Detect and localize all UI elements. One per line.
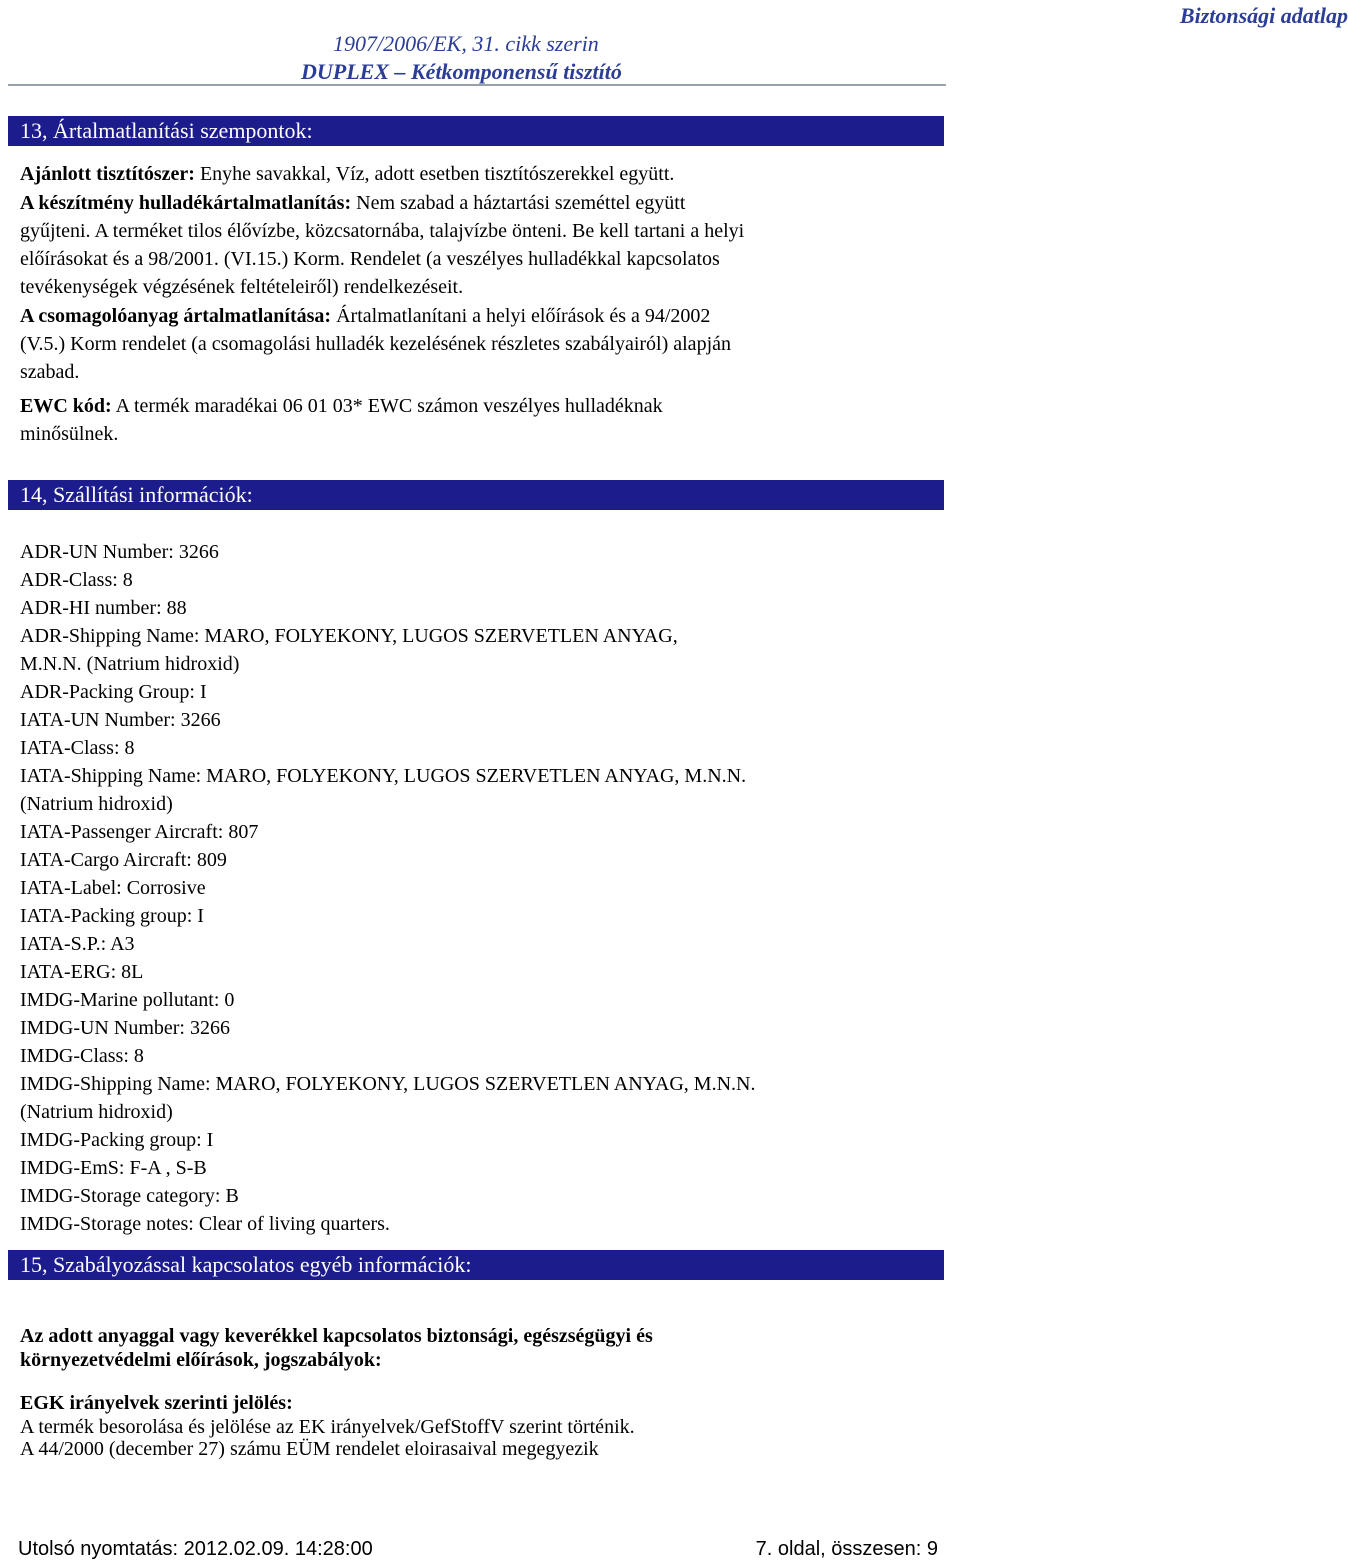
list-item: IATA-S.P.: A3	[20, 933, 135, 955]
s13-line-8: szabad.	[20, 361, 80, 383]
list-item: (Natrium hidroxid)	[20, 1101, 173, 1123]
list-item: IATA-Shipping Name: MARO, FOLYEKONY, LUGOS SZERVETLEN ANYAG, M.N.N.	[20, 765, 747, 787]
list-item: IATA-Label: Corrosive	[20, 877, 206, 899]
list-item: IATA-Cargo Aircraft: 809	[20, 849, 227, 871]
list-item: IATA-Packing group: I	[20, 905, 204, 927]
s15-ekg-label: EGK irányelvek szerinti jelölés:	[20, 1392, 293, 1414]
list-item: ADR-HI number: 88	[20, 597, 187, 619]
s13-line-5: tevékenységek végzésének feltételeiről) rendelkezéseit.	[20, 276, 464, 298]
list-item: IMDG-Storage notes: Clear of living quarters.	[20, 1213, 390, 1235]
s15-ekg-line-2: A 44/2000 (december 27) számu EÜM rendelet eloirasaival megegyezik	[20, 1438, 599, 1460]
section-14-heading: 14, Szállítási információk:	[8, 480, 944, 510]
list-item: IATA-Passenger Aircraft: 807	[20, 821, 259, 843]
footer-print-date: Utolsó nyomtatás: 2012.02.09. 14:28:00	[18, 1538, 373, 1560]
list-item: ADR-UN Number: 3266	[20, 541, 219, 563]
list-item: IMDG-EmS: F-A , S-B	[20, 1157, 207, 1179]
header-title: Biztonsági adatlap	[1179, 3, 1348, 28]
s13-line-3: gyűjteni. A terméket tilos élővízbe, közcsatornába, talajvízbe önteni. Be kell tartani a helyi	[20, 220, 745, 242]
list-item: ADR-Packing Group: I	[20, 681, 207, 703]
footer-page-number: 7. oldal, összesen: 9	[755, 1538, 938, 1560]
s13-line-6: A csomagolóanyag ártalmatlanítása: Ártalmatlanítani a helyi előírások és a 94/2002	[20, 305, 711, 327]
section-15-heading: 15, Szabályozással kapcsolatos egyéb információk:	[8, 1250, 944, 1280]
list-item: IMDG-Storage category: B	[20, 1185, 239, 1207]
s13-line-7: (V.5.) Korm rendelet (a csomagolási hulladék kezelésének részletes szabályairól) alapján	[20, 333, 731, 355]
s13-line-4: előírásokat és a 98/2001. (VI.15.) Korm. Rendelet (a veszélyes hulladékkal kapcsolatos	[20, 248, 720, 270]
s13-line-9: EWC kód: A termék maradékai 06 01 03* EWC számon veszélyes hulladéknak	[20, 395, 663, 417]
list-item: (Natrium hidroxid)	[20, 793, 173, 815]
s13-line-1: Ajánlott tisztítószer: Enyhe savakkal, Víz, adott esetben tisztítószerekkel együtt.	[20, 163, 675, 185]
list-item: IMDG-Marine pollutant: 0	[20, 989, 235, 1011]
list-item: IATA-Class: 8	[20, 737, 135, 759]
s15-subheading-2: környezetvédelmi előírások, jogszabályok:	[20, 1349, 382, 1371]
header-rule	[8, 84, 946, 86]
list-item: IMDG-Shipping Name: MARO, FOLYEKONY, LUGOS SZERVETLEN ANYAG, M.N.N.	[20, 1073, 756, 1095]
s15-subheading-1: Az adott anyaggal vagy keverékkel kapcsolatos biztonsági, egészségügyi és	[20, 1325, 653, 1347]
list-item: IMDG-Class: 8	[20, 1045, 144, 1067]
section-13-heading: 13, Ártalmatlanítási szempontok:	[8, 116, 944, 146]
header-product: DUPLEX – Kétkomponensű tisztító	[301, 59, 622, 84]
s13-line-10: minősülnek.	[20, 423, 119, 445]
list-item: ADR-Shipping Name: MARO, FOLYEKONY, LUGOS SZERVETLEN ANYAG,	[20, 625, 678, 647]
list-item: M.N.N. (Natrium hidroxid)	[20, 653, 240, 675]
list-item: IMDG-UN Number: 3266	[20, 1017, 230, 1039]
list-item: IATA-UN Number: 3266	[20, 709, 221, 731]
list-item: IMDG-Packing group: I	[20, 1129, 214, 1151]
transport-info-list	[20, 538, 755, 1238]
s15-ekg-line-1: A termék besorolása és jelölése az EK irányelvek/GefStoffV szerint történik.	[20, 1416, 635, 1438]
list-item: IATA-ERG: 8L	[20, 961, 144, 983]
list-item: ADR-Class: 8	[20, 569, 133, 591]
s13-line-2: A készítmény hulladékártalmatlanítás: Nem szabad a háztartási szeméttel együtt	[20, 192, 686, 214]
header-regulation: 1907/2006/EK, 31. cikk szerin	[333, 31, 599, 56]
